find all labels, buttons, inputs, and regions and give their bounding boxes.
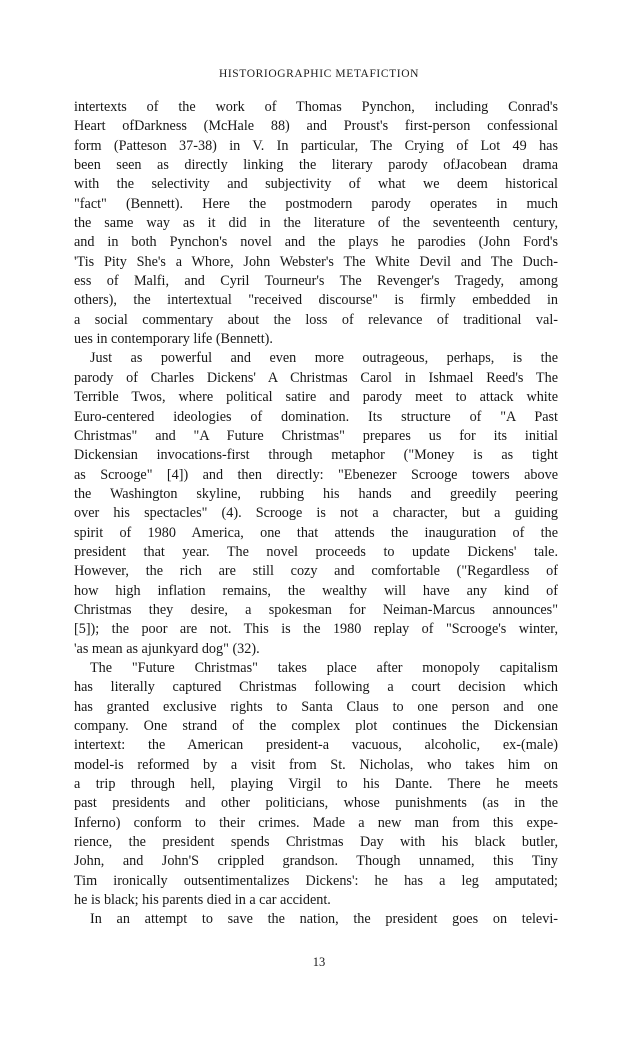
text-line: However, the rich are still cozy and comfortable ("Regardless of <box>74 563 558 580</box>
text-line: Inferno) conform to their crimes. Made a new man from this expe- <box>74 814 558 831</box>
text-line: as Scrooge" [4]) and then directly: "Ebenezer Scrooge towers above <box>74 466 558 483</box>
text-line: and in both Pynchon's novel and the plays he parodies (John Ford's <box>74 234 558 251</box>
text-line: rience, the president spends Christmas Day with his black butler, <box>74 834 558 851</box>
text-line: a trip through hell, playing Virgil to his Dante. There he meets <box>74 776 558 793</box>
text-line: has literally captured Christmas following a court decision which <box>74 679 558 696</box>
paragraph-first-line: Just as powerful and even more outrageous, perhaps, is the <box>90 350 558 367</box>
running-header: HISTORIOGRAPHIC METAFICTION <box>218 68 420 80</box>
text-line: the Washington skyline, rubbing his hands and greedily peering <box>74 485 558 502</box>
text-line: [5]); the poor are not. This is the 1980 replay of "Scrooge's winter, <box>74 621 558 638</box>
text-line: the same way as it did in the literature of the seventeenth century, <box>74 215 558 232</box>
text-line: Terrible Twos, where political satire and parody meet to attack white <box>74 389 558 406</box>
text-line: Christmas they desire, a spokesman for Neiman-Marcus announces" <box>74 601 558 618</box>
text-line: Dickensian invocations-first through metaphor ("Money is as tight <box>74 447 558 464</box>
text-line: Euro-centered ideologies of domination. Its structure of "A Past <box>74 408 558 425</box>
body-text <box>74 98 558 930</box>
text-line: Christmas" and "A Future Christmas" prepares us for its initial <box>74 427 558 444</box>
text-line: Heart ofDarkness (McHale 88) and Proust's first-person confessional <box>74 118 558 135</box>
paragraph-last-line: he is black; his parents died in a car accident. <box>74 892 331 909</box>
paragraph-last-line: 'as mean as ajunkyard dog" (32). <box>74 640 260 657</box>
text-line: Tim ironically outsentimentalizes Dickens': he has a leg amputated; <box>74 872 558 889</box>
text-line: president that year. The novel proceeds to update Dickens' tale. <box>74 543 558 560</box>
text-line: past presidents and other politicians, whose punishments (as in the <box>74 795 558 812</box>
paragraph-first-line: In an attempt to save the nation, the president goes on televi- <box>90 911 558 928</box>
text-line: a social commentary about the loss of relevance of traditional val- <box>74 311 558 328</box>
text-line: "fact" (Bennett). Here the postmodern parody operates in much <box>74 195 558 212</box>
text-line: intertext: the American president-a vacuous, alcoholic, ex-(male) <box>74 737 558 754</box>
text-line: been seen as directly linking the literary parody ofJacobean drama <box>74 157 558 174</box>
text-line: model-is reformed by a visit from St. Nicholas, who takes him on <box>74 756 558 773</box>
text-line: has granted exclusive rights to Santa Claus to one person and one <box>74 698 558 715</box>
text-line: 'Tis Pity She's a Whore, John Webster's The White Devil and The Duch- <box>74 253 558 270</box>
page-number: 13 <box>312 955 326 969</box>
text-line: others), the intertextual "received discourse" is firmly embedded in <box>74 292 558 309</box>
text-line: over his spectacles" (4). Scrooge is not a character, but a guiding <box>74 505 558 522</box>
text-line: John, and John'S crippled grandson. Though unnamed, this Tiny <box>74 853 558 870</box>
paragraph-first-line: The "Future Christmas" takes place after monopoly capitalism <box>90 659 558 676</box>
text-line: with the selectivity and subjectivity of what we deem historical <box>74 176 558 193</box>
text-line: form (Patteson 37-38) in V. In particular, The Crying of Lot 49 has <box>74 137 558 154</box>
text-line: ess of Malfi, and Cyril Tourneur's The Revenger's Tragedy, among <box>74 273 558 290</box>
text-line: how high inflation remains, the wealthy will have any kind of <box>74 582 558 599</box>
text-line: spirit of 1980 America, one that attends the inauguration of the <box>74 524 558 541</box>
text-line: parody of Charles Dickens' A Christmas Carol in Ishmael Reed's The <box>74 369 558 386</box>
paragraph-last-line: ues in contemporary life (Bennett). <box>74 331 273 348</box>
text-line: company. One strand of the complex plot continues the Dickensian <box>74 718 558 734</box>
text-line: intertexts of the work of Thomas Pynchon, including Conrad's <box>74 99 558 115</box>
